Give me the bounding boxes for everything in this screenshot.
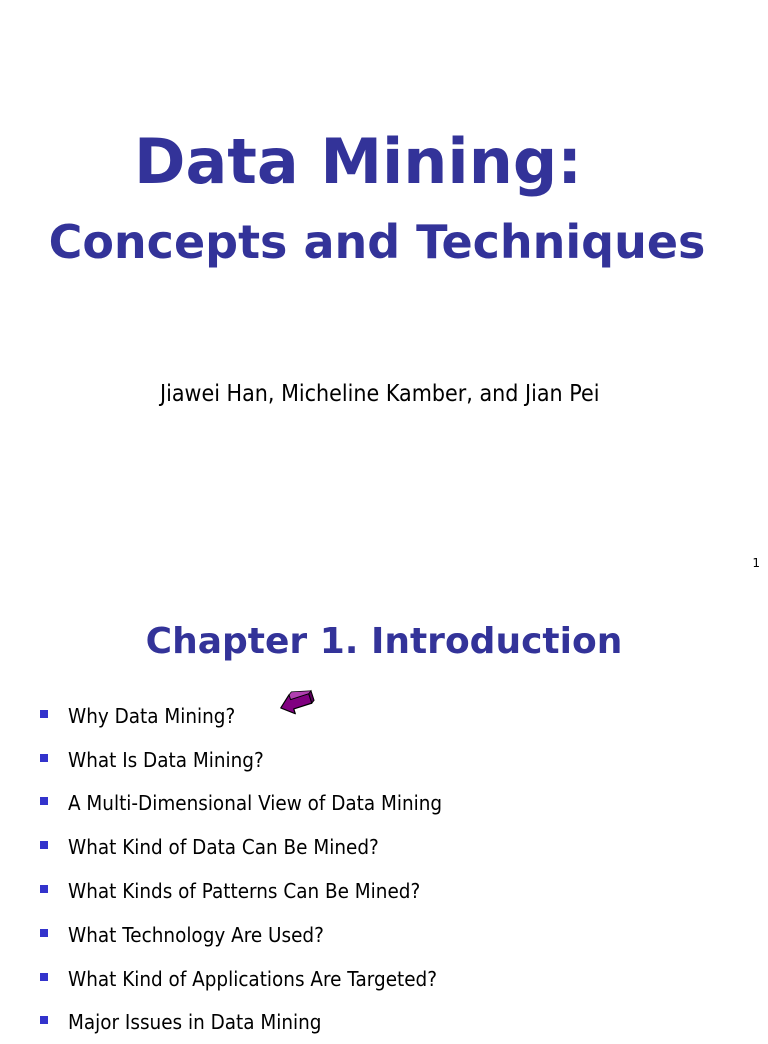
list-item-label: What Kind of Data Can Be Mined?: [68, 835, 379, 860]
list-item-label: Major Issues in Data Mining: [68, 1010, 322, 1035]
list-item: [0, 694, 768, 738]
bullet-icon: [40, 754, 48, 762]
list-item-label: What Is Data Mining?: [68, 747, 264, 772]
slide-subtitle: Concepts and Techniques: [48, 215, 706, 269]
list-item: [0, 957, 768, 1001]
page-number: 1: [752, 556, 760, 570]
topic-list: [0, 694, 768, 1044]
list-item: [0, 869, 768, 913]
authors-line: Jiawei Han, Micheline Kamber, and Jian Pei: [160, 381, 600, 407]
list-item-label: What Kinds of Patterns Can Be Mined?: [68, 879, 421, 904]
arrow-left-icon[interactable]: [276, 688, 316, 718]
list-item-label: A Multi-Dimensional View of Data Mining: [68, 791, 443, 816]
list-item-label: What Kind of Applications Are Targeted?: [68, 966, 438, 991]
introduction-slide: [0, 590, 768, 1035]
list-item: [0, 825, 768, 869]
bullet-icon: [40, 973, 48, 981]
list-item: [0, 782, 768, 826]
slide-title: Data Mining:: [133, 125, 583, 198]
bullet-icon: [40, 797, 48, 805]
list-item-label: What Technology Are Used?: [68, 922, 324, 947]
bullet-icon: [40, 841, 48, 849]
bullet-icon: [40, 1016, 48, 1024]
list-item: [0, 1001, 768, 1044]
list-item: [0, 913, 768, 957]
bullet-icon: [40, 885, 48, 893]
bullet-icon: [40, 710, 48, 718]
chapter-title: Chapter 1. Introduction: [145, 621, 623, 662]
list-item-label: Why Data Mining?: [68, 703, 236, 728]
bullet-icon: [40, 929, 48, 937]
list-item: [0, 738, 768, 782]
